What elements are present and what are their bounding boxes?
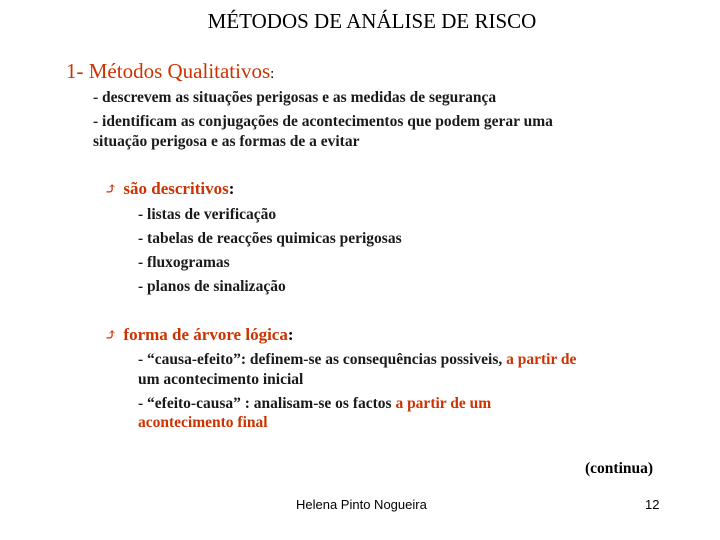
footer-author: Helena Pinto Nogueira (296, 497, 427, 512)
intro-line-1: - descrevem as situações perigosas e as medidas de segurança (93, 89, 497, 106)
intro-line-2: - identificam as conjugações de acontecimentos que podem gerar uma (93, 113, 553, 130)
list-item: - tabelas de reacções quimicas perigosas (138, 230, 402, 247)
section-heading (66, 59, 274, 84)
curved-arrow-icon: ⤴ (104, 181, 118, 198)
subheading-arvore-label: forma de árvore lógica (123, 325, 288, 344)
efeito-causa-line-2: acontecimento final (138, 414, 268, 431)
causa-efeito-line-1 (138, 351, 576, 369)
curved-arrow-icon: ⤴ (104, 327, 118, 344)
list-item: - fluxogramas (138, 254, 230, 271)
subheading-arvore (104, 325, 294, 345)
subheading-colon: : (228, 179, 235, 198)
subheading-colon: : (287, 325, 294, 344)
subheading-descritivos (104, 179, 234, 199)
highlight-text: a partir de (506, 351, 577, 368)
causa-efeito-text: - “causa-efeito”: definem-se as consequências possiveis, (138, 351, 507, 368)
page-number: 12 (645, 497, 660, 512)
section-heading-colon: : (270, 66, 275, 82)
list-item: - listas de verificação (138, 206, 277, 223)
highlight-text: a partir de um (395, 395, 492, 412)
list-item: - planos de sinalização (138, 278, 286, 295)
intro-line-3: situação perigosa e as formas de a evitar (93, 133, 360, 150)
causa-efeito-line-2: um acontecimento inicial (138, 371, 304, 388)
efeito-causa-line-1 (138, 395, 491, 413)
efeito-causa-text: - “efeito-causa” : analisam-se os factos (138, 395, 396, 412)
section-heading-label: 1- Métodos Qualitativos (66, 59, 271, 83)
page-title: MÉTODOS DE ANÁLISE DE RISCO (207, 9, 537, 33)
subheading-descritivos-label: são descritivos (123, 179, 229, 198)
continua-label: (continua) (585, 460, 654, 477)
